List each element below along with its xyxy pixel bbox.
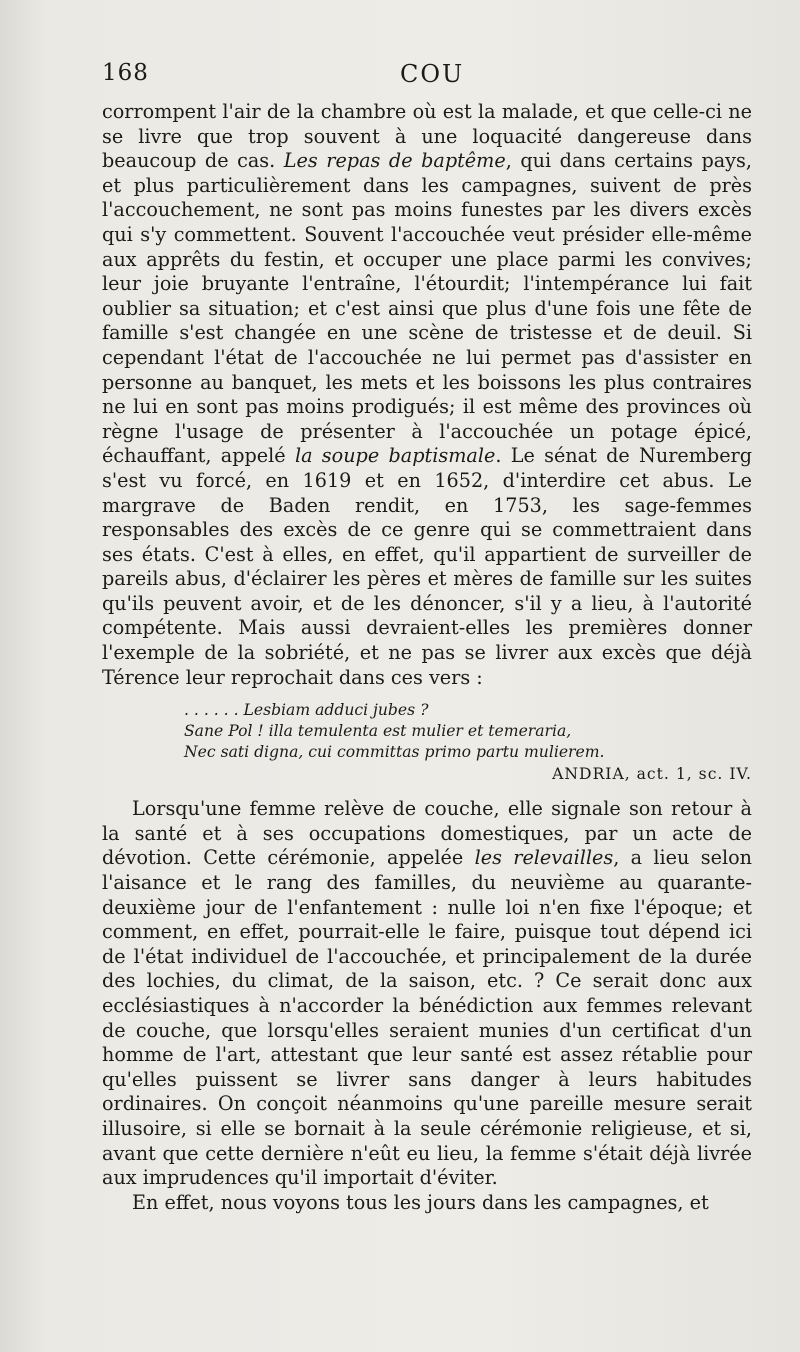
verse-citation: ANDRIA, act. 1, sc. IV. xyxy=(552,765,752,784)
paragraph-1-text-a: corrompent l'air de la chambre où est la malade, et que celle-ci ne se livre que trop souvent à une loquacité dangereuse dans beaucoup de cas. xyxy=(102,100,752,173)
paragraph-1-italic-b: la soupe baptismale xyxy=(294,444,496,468)
verse-line-2: Sane Pol ! illa temulenta est mulier et temeraria, xyxy=(184,722,572,741)
verse-quotation xyxy=(184,700,752,785)
paragraph-1-text-c: . Le sénat de Nuremberg s'est vu forcé, en 1619 et en 1652, d'interdire cet abus. Le margrave de Baden rendit, en 1753, les sage-femmes responsables des excès de ce genre qui se commettraient dans ses états. C'est à elles, en effet, qu'il appartient de surveiller de pareils abus, d'éclairer les pères et mères de famille sur les suites qu'ils peuvent avoir, et de les dénoncer, s'il y a lieu, à l'autorité compétente. Mais aussi devraient-elles les premières donner l'exemple de la sobriété, et ne pas se livrer aux excès que déjà Térence leur reprochait dans ces vers : xyxy=(102,444,753,689)
paragraph-1-italic-a: Les repas de baptême xyxy=(283,149,506,173)
running-head: COU xyxy=(400,60,465,88)
page-number: 168 xyxy=(102,60,149,86)
paragraph-3: En effet, nous voyons tous les jours dans les campagnes, et xyxy=(132,1190,709,1214)
verse-line-1: . . . . . . Lesbiam adduci jubes ? xyxy=(184,701,429,720)
paragraph-1-text-b: , qui dans certains pays, et plus particulièrement dans les campagnes, suivent de près l'accouchement, ne sont pas moins funestes par les divers excès qui s'y commettent. Souvent l'accouchée veut présider elle-même aux apprêts du festin, et occuper une place parmi les convives; leur joie bruyante l'entraîne, l'étourdit; l'intempérance lui fait oublier sa situation; et c'est ainsi que plus d'une fois une fête de famille s'est changée en une scène de tristesse et de deuil. Si cependant l'état de l'accouchée ne lui permet pas d'assister en personne au banquet, les mets et les boissons les plus contraires ne lui en sont pas moins prodigués; il est même des provinces où règne l'usage de présenter à l'accouchée un potage épicé, échauffant, appelé xyxy=(102,149,752,468)
text-body xyxy=(102,100,752,1215)
paragraph-2-italic: les relevailles xyxy=(474,846,614,870)
paragraph-2-text-a: Lorsqu'une femme relève de couche, elle signale son retour à la santé et à ses occupations domestiques, par un acte de dévotion. Cette cérémonie, appelée xyxy=(102,797,752,870)
paragraph-2 xyxy=(102,797,752,1191)
paragraph-1 xyxy=(102,100,752,690)
page-header xyxy=(102,60,752,90)
verse-line-3: Nec sati digna, cui committas primo partu mulierem. xyxy=(184,743,605,762)
paragraph-2-text-b: , a lieu selon l'aisance et le rang des familles, du neuvième au quarante-deuxième jour de l'enfantement : nulle loi n'en fixe l'époque; et comment, en effet, pourrait-elle le faire, puisque tout dépend ici de l'état individuel de l'accouchée, et principalement de la durée des lochies, du climat, de la saison, etc. ? Ce serait donc aux ecclésiastiques à n'accorder la bénédiction aux femmes relevant de couche, que lorsqu'elles seraient munies d'un certificat d'un homme de l'art, attestant que leur santé est assez rétablie pour qu'elles puissent se livrer sans danger à leurs habitudes ordinaires. On conçoit néanmoins qu'une pareille mesure serait illusoire, si elle se bornait à la seule cérémonie religieuse, et si, avant que cette dernière n'eût eu lieu, la femme s'était déjà livrée aux imprudences qu'il importait d'éviter. xyxy=(102,846,752,1190)
